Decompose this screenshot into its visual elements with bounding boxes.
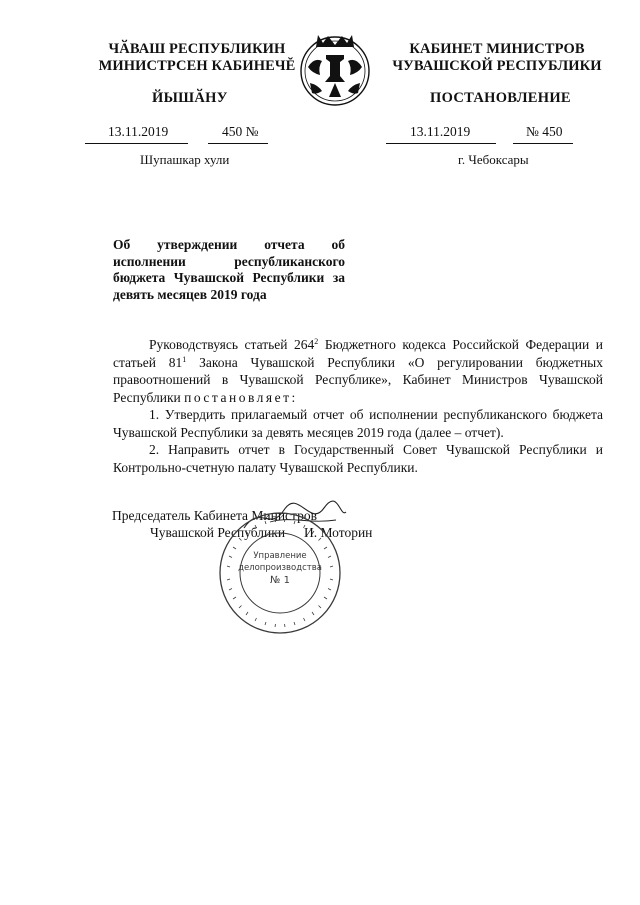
document-body (113, 336, 603, 476)
p1-text-b: Бюджетного кодекса Российской Федерации и статьей 81 (113, 337, 603, 370)
place-chuvash: Шупашкар хули (140, 152, 230, 167)
p1-text-a: Руководствуясь статьей 264 (149, 337, 315, 352)
left-date-underline (85, 143, 188, 144)
stamp-center-line-2: делопроизводства (238, 563, 322, 573)
header-left-line2: МИНИСТРСЕН КАБИНЕЧĔ (98, 58, 296, 74)
signatory-name: И. Моторин (304, 525, 373, 540)
doc-type-russian: ПОСТАНОВЛЕНИЕ (430, 90, 571, 106)
document-title: Об утверждении отчета об исполнении республиканского бюджета Чувашской Республики за девять месяцев 2019 года (113, 237, 345, 302)
p1-resolves: постановляет: (184, 389, 298, 405)
header-right-line2: ЧУВАШСКОЙ РЕСПУБЛИКИ (392, 58, 602, 74)
doc-type-chuvash: ЙЫШӐНУ (152, 90, 228, 106)
right-date-underline (386, 143, 496, 144)
stamp-center-line-1: Управление (253, 551, 307, 561)
body-paragraph-1 (113, 336, 603, 406)
left-number: 450 № (222, 124, 259, 139)
left-number-underline (208, 143, 268, 144)
signature-line-1: Председатель Кабинета Министров (112, 508, 317, 523)
place-russian: г. Чебоксары (458, 152, 529, 167)
stamp-center-line-3: № 1 (270, 575, 290, 586)
left-date: 13.11.2019 (108, 124, 169, 139)
body-paragraph-3: 2. Направить отчет в Государственный Совет Чувашской Республики и Контрольно-счетную палату Чувашской Республики. (113, 442, 603, 475)
official-stamp (215, 508, 345, 638)
header-left-line1: ЧӐВАШ РЕСПУБЛИКИН (108, 41, 286, 57)
header-right-line1: КАБИНЕТ МИНИСТРОВ (409, 41, 585, 57)
right-date: 13.11.2019 (410, 124, 471, 139)
coat-of-arms-chuvashia-icon (296, 27, 374, 109)
signature-line-2: Чувашской Республики (150, 525, 286, 540)
body-paragraph-2: 1. Утвердить прилагаемый отчет об исполнении республиканского бюджета Чувашской Республики за девять месяцев 2019 года (далее – отчет). (113, 407, 603, 440)
p1-text-c: Закона Чувашской Республики «О регулировании бюджетных правоотношений в Чувашской Республике», Кабинет Министров Чувашской Республики (113, 354, 603, 405)
header-left (92, 41, 302, 75)
right-number-underline (513, 143, 573, 144)
p1-superscript-2: 1 (182, 354, 187, 364)
p1-superscript-1: 2 (314, 337, 319, 346)
header-right (382, 41, 612, 75)
right-number: № 450 (526, 124, 563, 139)
